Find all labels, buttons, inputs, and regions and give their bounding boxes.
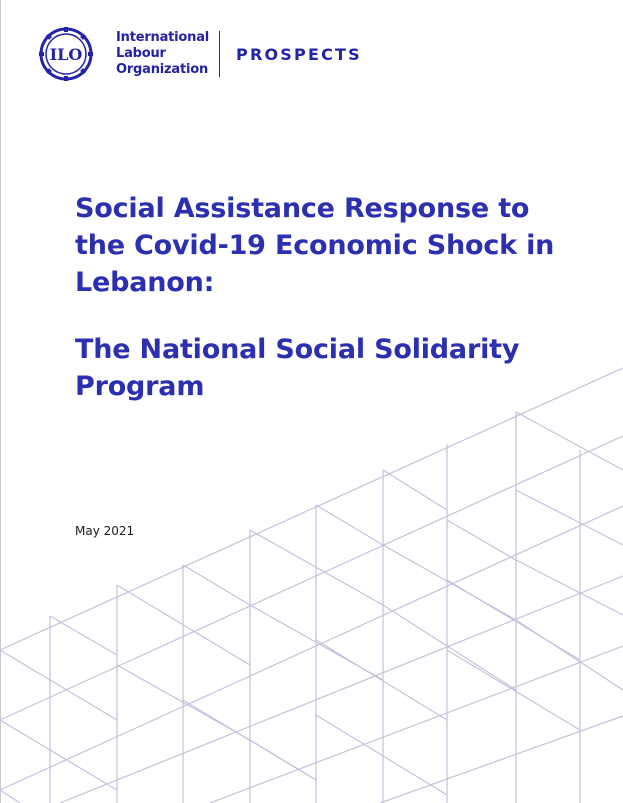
org-name-line: International — [116, 30, 210, 45]
publication-date: May 2021 — [75, 524, 135, 538]
program-name: PROSPECTS — [236, 44, 362, 64]
page-edge — [0, 0, 1, 803]
svg-text:ILO: ILO — [49, 45, 83, 64]
report-title: Social Assistance Response to the Covid-19 Economic Shock in Lebanon: — [75, 193, 555, 298]
header — [38, 26, 362, 82]
report-subtitle: The National Social Solidarity Program — [75, 334, 520, 402]
org-name-line: Organization — [116, 62, 209, 77]
ilo-logo-icon — [38, 26, 110, 82]
org-name-line: Labour — [116, 46, 166, 61]
organization-name — [116, 30, 209, 78]
header-divider — [219, 31, 220, 77]
